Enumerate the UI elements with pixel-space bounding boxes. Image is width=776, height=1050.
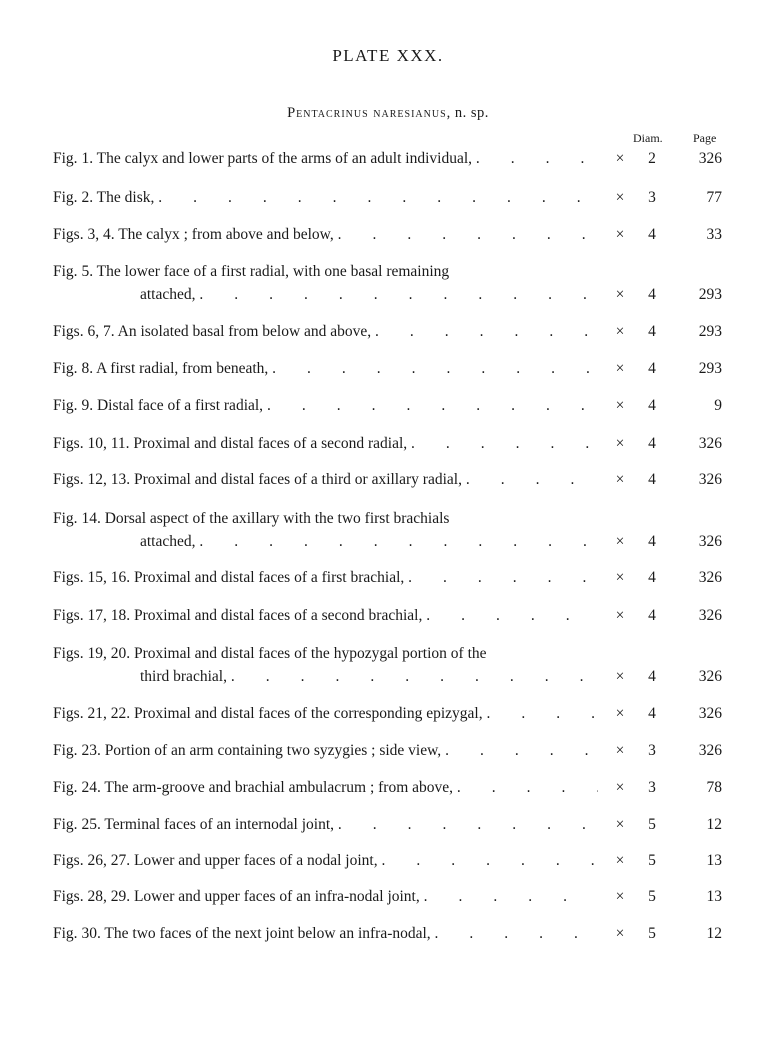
leader-dots [268,360,598,377]
figure-entry [0,189,776,213]
leader-dots [334,226,598,243]
page-reference: 326 [698,569,722,586]
figure-entry [0,888,776,912]
figure-entry-text [53,816,598,834]
figure-entry-text [53,852,598,870]
times-symbol: × [615,471,625,488]
leader-dots [431,925,598,942]
leader-dots [334,816,598,833]
magnification: 4 [648,705,656,722]
figure-description: Dorsal aspect of the axillary with the two first brachials [104,510,450,527]
figure-number: 8. [81,360,94,377]
figure-number: 21, 22. [87,705,131,722]
figure-entry-text [53,435,598,453]
times-symbol: × [615,435,625,452]
magnification: 4 [648,286,656,303]
figure-number: 25. [81,816,101,833]
leader-dots [441,742,598,759]
figure-label: Fig. [53,925,78,942]
times-symbol: × [615,779,625,796]
figure-entry-line2 [0,286,776,310]
figure-label: Fig. [53,150,78,167]
figure-entry [0,435,776,459]
figure-entry-text [53,607,598,625]
figure-number: 5. [81,263,94,280]
figure-label: Figs. [53,705,84,722]
figure-entry-text [53,510,593,528]
page-reference: 12 [706,816,722,833]
figure-description: A first radial, from beneath, [96,360,269,377]
figure-label: Figs. [53,607,84,624]
figure-description: The arm-groove and brachial ambulacrum ; from above, [104,779,454,796]
leader-dots [453,779,598,796]
figure-entry [0,323,776,347]
times-symbol: × [615,607,625,624]
figure-entry-continuation [140,286,598,304]
figure-description: Proximal and distal faces of a first brachial, [133,569,405,586]
figure-number: 2. [81,189,94,206]
figure-entry-line1 [0,645,776,669]
figure-entry [0,607,776,631]
figure-entry-text [53,779,598,797]
leader-dots [462,471,598,488]
figure-number: 19, 20. [87,645,131,662]
magnification: 4 [648,360,656,377]
figure-description: The disk, [96,189,155,206]
figure-entry [0,360,776,384]
leader-dots [154,189,598,206]
figure-entry [0,742,776,766]
magnification: 4 [648,323,656,340]
leader-dots [227,668,598,685]
figure-description: Proximal and distal faces of a second radial, [133,435,408,452]
figure-entry-text [53,705,598,723]
magnification: 5 [648,852,656,869]
figure-description: Proximal and distal faces of a third or axillary radial, [133,471,462,488]
figure-description: Terminal faces of an internodal joint, [104,816,335,833]
figure-number: 30. [81,925,101,942]
figure-entry-line2 [0,668,776,692]
magnification: 4 [648,226,656,243]
figure-number: 23. [81,742,101,759]
figure-entry [0,471,776,495]
magnification: 3 [648,189,656,206]
species-heading [0,105,776,122]
figure-entry-text [53,323,598,341]
leader-dots [378,852,598,869]
leader-dots [196,533,598,550]
figure-entry [0,397,776,421]
figure-number: 17, 18. [87,607,131,624]
figure-entry-text [53,263,593,281]
magnification: 4 [648,397,656,414]
figure-entry-line1 [0,510,776,534]
figure-label: Fig. [53,510,78,527]
figure-number: 9. [81,397,94,414]
figure-entry [0,705,776,729]
page-reference: 12 [706,925,722,942]
times-symbol: × [615,397,625,414]
figure-label: Fig. [53,360,78,377]
figure-description: Proximal and distal faces of the corresponding epizygal, [133,705,483,722]
figure-label: Fig. [53,779,78,796]
page-reference: 326 [698,742,722,759]
page-reference: 326 [698,607,722,624]
figure-description: The lower face of a first radial, with one basal remaining [96,263,450,280]
times-symbol: × [615,189,625,206]
magnification: 4 [648,471,656,488]
figure-number: 26, 27. [87,852,131,869]
times-symbol: × [615,888,625,905]
magnification: 5 [648,888,656,905]
figure-label: Figs. [53,323,84,340]
figure-entry-text [53,471,598,489]
magnification: 3 [648,779,656,796]
times-symbol: × [615,226,625,243]
figure-description: Lower and upper faces of a nodal joint, [133,852,378,869]
figure-entry-line1 [0,263,776,287]
page-reference: 326 [698,533,722,550]
page-reference: 293 [698,286,722,303]
magnification: 4 [648,435,656,452]
leader-dots [404,569,598,586]
figure-number: 1. [81,150,94,167]
plate-title: PLATE XXX. [332,46,444,65]
times-symbol: × [615,852,625,869]
figure-description: The calyx and lower parts of the arms of an adult individual, [96,150,473,167]
figure-label: Figs. [53,888,84,905]
figure-entry-text [53,397,598,415]
figure-label: Fig. [53,397,78,414]
times-symbol: × [615,816,625,833]
figure-entry-text [53,150,598,168]
magnification: 5 [648,925,656,942]
figure-description: Portion of an arm containing two syzygies ; side view, [104,742,442,759]
magnification: 2 [648,150,656,167]
magnification: 5 [648,816,656,833]
figure-entry-text [53,189,598,207]
figure-number: 14. [81,510,101,527]
page-reference: 326 [698,150,722,167]
leader-dots [483,705,598,722]
figure-description: The two faces of the next joint below an infra-nodal, [104,925,431,942]
figure-entry-continuation [140,668,598,686]
species-suffix: , n. sp. [446,105,489,121]
leader-dots [196,286,598,303]
figure-entry [0,226,776,250]
figure-description-cont: third brachial, [140,668,227,685]
figure-description: Proximal and distal faces of the hypozygal portion of the [133,645,487,662]
figure-number: 3, 4. [87,226,115,243]
page-reference: 293 [698,323,722,340]
page-reference: 293 [698,360,722,377]
figure-entry [0,569,776,593]
times-symbol: × [615,705,625,722]
figure-entry [0,925,776,949]
figure-entry-text [53,888,598,906]
figure-label: Figs. [53,226,84,243]
magnification: 3 [648,742,656,759]
figure-label: Figs. [53,645,84,662]
page-reference: 326 [698,471,722,488]
figure-label: Fig. [53,189,78,206]
times-symbol: × [615,286,625,303]
times-symbol: × [615,360,625,377]
figure-entry-text [53,742,598,760]
leader-dots [407,435,598,452]
figure-number: 24. [81,779,101,796]
figure-description-cont: attached, [140,286,196,303]
leader-dots [371,323,598,340]
figure-entry-text [53,569,598,587]
figure-number: 6, 7. [87,323,115,340]
figure-number: 28, 29. [87,888,131,905]
times-symbol: × [615,742,625,759]
leader-dots [422,607,598,624]
leader-dots [420,888,598,905]
diam-column-header: Diam. [633,131,663,145]
leader-dots [263,397,598,414]
page-column-header: Page [693,131,717,145]
figure-number: 12, 13. [87,471,131,488]
page-reference: 78 [706,779,722,796]
figure-label: Figs. [53,852,84,869]
figure-entry-text [53,645,593,663]
figure-description: Proximal and distal faces of a second brachial, [133,607,423,624]
figure-number: 10, 11. [87,435,130,452]
magnification: 4 [648,607,656,624]
figure-number: 15, 16. [87,569,131,586]
page-reference: 326 [698,435,722,452]
figure-label: Fig. [53,816,78,833]
times-symbol: × [615,150,625,167]
figure-entry [0,816,776,840]
figure-description-cont: attached, [140,533,196,550]
figure-description: Distal face of a first radial, [96,397,264,414]
page-reference: 9 [714,397,722,414]
page-reference: 326 [698,668,722,685]
species-name: Pentacrinus naresianus [287,105,447,121]
page-reference: 33 [706,226,722,243]
figure-label: Fig. [53,263,78,280]
figure-description: The calyx ; from above and below, [118,226,334,243]
figure-entry [0,150,776,174]
magnification: 4 [648,668,656,685]
figure-entry [0,779,776,803]
figure-label: Figs. [53,471,84,488]
figure-entry [0,852,776,876]
figure-entry-line2 [0,533,776,557]
times-symbol: × [615,533,625,550]
times-symbol: × [615,323,625,340]
figure-entry-text [53,226,598,244]
figure-description: Lower and upper faces of an infra-nodal joint, [133,888,420,905]
page-reference: 326 [698,705,722,722]
times-symbol: × [615,925,625,942]
figure-entry-text [53,925,598,943]
magnification: 4 [648,533,656,550]
figure-description: An isolated basal from below and above, [117,323,372,340]
figure-label: Fig. [53,742,78,759]
times-symbol: × [615,569,625,586]
leader-dots [472,150,598,167]
figure-entry-text [53,360,598,378]
page-reference: 13 [706,888,722,905]
figure-label: Figs. [53,569,84,586]
page-reference: 13 [706,852,722,869]
times-symbol: × [615,668,625,685]
page-reference: 77 [706,189,722,206]
magnification: 4 [648,569,656,586]
figure-entry-continuation [140,533,598,551]
figure-label: Figs. [53,435,84,452]
